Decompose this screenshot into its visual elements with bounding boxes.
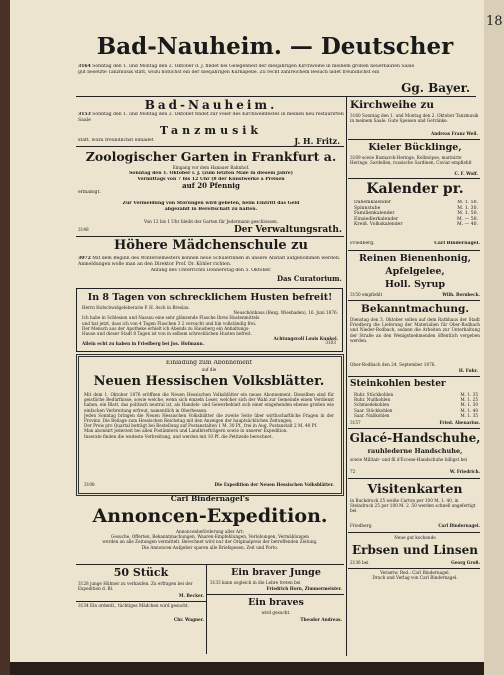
stein-price-list: [354, 392, 478, 419]
kirchweih-text: [350, 113, 480, 131]
school-body: Mit dem Beginn des Wintersemesters können neue Schülerinnen in unsere Anstalt aufgenommen werden. Anmeldungen wolle man an den Direktor Prof. Dr. Köhler richten.: [78, 256, 341, 267]
book-spine: [0, 0, 10, 675]
imprint: [350, 570, 480, 582]
madchen-num: 3134: [78, 603, 89, 608]
deutscher-hof-text: [78, 64, 478, 80]
dienst-title: Ein braves: [248, 597, 304, 608]
dienst-signer: Theodor Andreas.: [300, 617, 342, 622]
kieler-title: Kieler Bücklinge,: [368, 142, 462, 153]
stein-row-name: Ruhr. Stückkohlen: [354, 392, 394, 397]
stein-row-price: M. 1. 35: [460, 412, 478, 418]
husten-line2: Neuschönhaus (Bezg. Wiesbaden), 16. Juni 1876.: [233, 310, 338, 316]
column-divider: [206, 564, 207, 654]
kalender-price-list: [354, 200, 478, 240]
volksblaetter-num: 3108: [84, 482, 95, 487]
page-bottom-shadow: [10, 662, 484, 675]
kirchweih-title: Kirchweihe zu: [350, 99, 434, 111]
junge-signer: Friedrich Horn, Zimmermeister.: [266, 586, 342, 591]
husten-line7: Achtungsvoll Louis Kunkel.: [273, 336, 338, 342]
bekannt-title: Bekanntmachung.: [361, 303, 469, 315]
kalender-row-name: Familienkalender: [354, 211, 395, 217]
kalender-row-name: Kreiß. Volkskalender: [354, 222, 403, 228]
husten-line3: Ich habe in Schlesien und Nassau eine sehr glänzende Flasche Ihres Hustenmittels: [82, 315, 260, 321]
zoo-line7: Von 12 bis 1 Uhr bleibt der Garten für Jedermann geschlossen.: [143, 219, 279, 224]
honig-text: empfiehlt: [362, 292, 383, 297]
bn-tanz-headline: Tanzmusik: [159, 124, 263, 137]
stueck-text: [78, 581, 204, 593]
volksblaetter-p3: Der Preis pro Quartal beträgt bei Bestellung auf Postanstalten 1 M. 30 Pf., frei in Aug. Postanstalt 2 M. 40 Pf.: [84, 423, 318, 429]
stein-row-price: M. 1. 40: [460, 407, 478, 413]
husten-num: 3103: [325, 340, 336, 345]
visit-footer: [350, 523, 480, 530]
glace-footer: [350, 469, 480, 476]
bn-tanz-tail: statt, wozu freundlichst einladet: [78, 138, 154, 143]
divider: [348, 139, 480, 140]
visit-text: in Buchdruck 25 weiße Carton per 100 M. 1. 40, in Steindruck 25 per 100 M. 2. 50 werden schnell angefertigt bei: [350, 498, 476, 514]
zoo-sub: Eingang vor dem Hanauer Bahnhof.: [172, 165, 250, 170]
madchen-text: [78, 603, 204, 617]
kieler-body: sowie Bismarck-Heringe, Rollmöpse, marinirte Heringe, Sardellen, russische Sardinen, Caviar empfiehlt: [350, 155, 472, 166]
husten-line5: Der Mensch aus der Apotheke erhielt ich Abends zu Hausberg ein Anhaltungs-: [82, 325, 250, 331]
kalender-row-price: M. — 40.: [457, 222, 478, 228]
junge-num: 3133: [210, 580, 221, 585]
kalender-place: Friedberg.: [350, 241, 375, 246]
kieler-num: 3169: [350, 155, 361, 160]
stein-row-price: M. 1. 30: [460, 402, 478, 408]
school-text: [78, 256, 344, 268]
stein-title: Steinkohlen bester: [350, 379, 446, 389]
bn-tanz-title: Bad-Nauheim.: [144, 98, 278, 112]
visit-place: Friedberg.: [350, 523, 373, 528]
divider: [76, 564, 344, 565]
stueck-signer: M. Becker.: [178, 593, 204, 598]
volksblaetter-auf: auf die: [201, 367, 217, 372]
kalender-row-name: Dahemkalender: [354, 200, 391, 205]
kirchweih-num: 3160: [350, 113, 361, 118]
school-title: Höhere Mädchenschule zu: [113, 238, 309, 253]
stein-num: 3157: [350, 420, 361, 425]
volksblaetter-p5: Inserate finden die weiteste Verbreitung, und werden mit 10 Pf. die Petitzeile berechnet.: [84, 433, 273, 439]
school-num: 3072: [78, 256, 91, 261]
husten-title: In 8 Tagen von schrecklichem Husten befreit!: [87, 292, 333, 303]
kalender-row-price: M. 1. 50.: [457, 211, 478, 217]
zoo-line6: abgezählt in Bereitschaft zu halten.: [164, 206, 258, 212]
honig-title1: Reinen Bienenhonig,: [359, 253, 471, 264]
volksblaetter-title: Neuen Hessischen Volksblätter.: [93, 374, 325, 389]
erbsen-num: 2136: [350, 560, 361, 565]
kieler-text: [350, 155, 480, 172]
zoo-line3: auf 20 Pfennig: [182, 182, 240, 191]
honig-footer: [350, 292, 480, 299]
volksblaetter-body: [84, 392, 334, 482]
volksblaetter-intro: Einladung zum Abonnement: [165, 360, 253, 366]
madchen-signer: Chr. Wagner.: [173, 617, 204, 622]
zoo-body: [78, 171, 344, 201]
stein-row-name: Saar. Stückkohlen: [354, 407, 393, 413]
junge-title: Ein braver Junge: [231, 567, 321, 578]
stein-signer: Fried. Abenarius.: [439, 420, 480, 425]
divider: [348, 532, 480, 533]
stein-row-name: Ruhr. Nußkohlen: [354, 397, 391, 403]
stein-row-price: M. 1. 25: [460, 397, 478, 403]
divider: [348, 250, 480, 251]
divider: [348, 376, 480, 377]
bn-tanz-signer: J. H. Fritz.: [294, 136, 340, 146]
divider: [76, 96, 476, 97]
bn-tanz-body: Sonntag den 1. und Montag den 2. Oktober findet zur Feier des Kirchweihfestes in meinen neu restaurirten Saale: [78, 112, 344, 123]
kalender-title: Kalender pr.: [366, 181, 464, 197]
husten-line8: Allein echt zu haben in Friedberg bei Jos. Hofmann.: [82, 341, 205, 347]
newspaper-leaf: [10, 0, 484, 662]
kalender-row-name: Einsiedlerkalender: [354, 216, 399, 222]
zoo-title: Zoologischer Garten in Frankfurt a.: [85, 149, 337, 164]
deutscher-hof-num: 3164: [78, 64, 91, 69]
kalender-signer: Carl Bindernagel.: [434, 241, 480, 246]
imprint-line2: Druck und Verlag von Carl Bindernagel.: [372, 575, 458, 581]
adjacent-page-number: 18: [486, 14, 503, 29]
bekannt-signer: H. Fuhr.: [458, 368, 478, 373]
annonce-line1: Annoncenbeförderung aller Art:: [175, 529, 245, 534]
bn-tanz-text: [78, 112, 344, 124]
visit-title: Visitenkarten: [367, 481, 463, 496]
volksblaetter-p1: Mit dem 1. Oktober 1876 eröffnen die Neuen Hessischen Volksblätter ein neues Abonnement. Dieselben sind für geistliche Bedürfnisse, sowie welche, wenn sich einzeln Leser, welcher sich der Wahl zur Gemeinde einen Verdienst haben, ein Blatt, das politisch neutral ist, als Handels- und Gewerbeblatt sich einer eingehenden ebenso großen wie einfachen Verbreitung erfreut, namentlich in Oberhessen.: [84, 392, 334, 413]
annonce-line3: werden an alle Zeitungen vermittelt. Berechnet wird nur der Originalpreis der betreffenden Zeitung.: [102, 539, 318, 545]
glace-title: Glacé-Handschuhe,: [349, 431, 481, 445]
annonce-title: Annoncen-Expedition.: [92, 505, 328, 527]
dienst-text: wird gesucht.: [261, 610, 291, 615]
stueck-title: 50 Stück: [113, 566, 169, 579]
kieler-signer: C. F. Wolf.: [454, 171, 478, 176]
glace-text: sowie Militair- und fil d'Ecosse-Handschuhe billigst bei: [350, 457, 468, 462]
stueck-num: 3128: [78, 581, 89, 586]
honig-titles: [350, 252, 480, 292]
annonce-pre: Carl Bindernagel's: [170, 494, 250, 503]
kalender-row-price: M. 1. 50.: [457, 200, 478, 205]
kalender-row-price: M. — 50.: [457, 216, 478, 222]
kalender-row: [354, 222, 478, 228]
honig-title2: Apfelgelee,: [385, 266, 445, 277]
zoo-notice: [78, 201, 344, 219]
kalender-footer: [350, 241, 480, 249]
honig-signer: Wilh. Bernbeck.: [442, 292, 480, 297]
erbsen-footer: [350, 560, 480, 567]
kalender-row-price: M. 1. 30.: [457, 205, 478, 211]
divider: [348, 300, 480, 301]
annonce-line2: Gesuche, Offerten, Bekanntmachungen, Waaren-Empfehlungen, Verlobungen, Vermählungen: [111, 534, 309, 540]
divider: [348, 568, 480, 569]
erbsen-signer: Georg Groß.: [451, 560, 480, 565]
bn-tanz-num: 3153: [78, 112, 91, 117]
deutscher-hof-text2: gut besetzte Tanzmusik statt, wozu höflichst ein der diesjährigen Kurkapelle. Zu recht zahlreichem Besuch ladet freundlichst ein: [78, 69, 380, 75]
erbsen-pre: Neue gut kochende: [394, 535, 436, 540]
volksblaetter-signer: Die Expedition der Neuen Hessischen Volksblätter.: [214, 482, 334, 487]
deutscher-hof-signer: Gg. Bayer.: [401, 81, 470, 95]
erbsen-title: Erbsen und Linsen: [351, 543, 478, 557]
volksblaetter-p4: Man abonnirt jederzeit bei allen Postämtern und Landbriefträgern sowie in unserer Expedition.: [84, 428, 288, 434]
madchen-body: Ein ordentl., tüchtiges Mädchen wird gesucht.: [90, 603, 189, 608]
husten-line1: Herrn Hofschwidgeleberarie P. H. Asch in Breslau.: [82, 305, 190, 310]
imprint-line1: Verantw. Red.: Carl Bindernagel.: [380, 570, 450, 575]
school-signer: Das Curatorium.: [276, 274, 342, 283]
honig-num: 3150: [350, 292, 361, 297]
stein-row-name: Saar. Nußkohlen: [354, 412, 390, 418]
erbsen-text: bei: [362, 560, 369, 565]
zoo-num: 3148: [78, 227, 89, 232]
volksblaetter-p2: Jeden Sonntag bringen die Neuen Hessischen Volksblätter die zweite Seite über wirthschaftliche Fragen in der Provinz. Die Beilage zum Hessischen Reichstag mit den Anzeigen der hauptsächlichen Zeitungen,: [84, 412, 334, 424]
deutscher-hof-title: Bad-Nauheim. — Deutscher: [96, 33, 454, 60]
kirchweih-body: Sonntag den 1. und Montag den 2. Oktober Tanzmusik in meinem Saale. Gute Speisen und Getränke.: [350, 113, 479, 124]
visit-signer: Carl Bindernagel.: [438, 523, 480, 528]
kalender-row-name: Spinnstube: [354, 205, 381, 211]
stein-footer: [350, 420, 480, 427]
glace-signer: W. Friedrich.: [449, 469, 480, 474]
stein-row-price: M. 1. 35: [460, 392, 478, 397]
bekannt-place: Ober-Rodbach den 24. September 1876.: [350, 362, 436, 367]
zoo-line4: ermäßigt.: [78, 190, 101, 196]
annonce-line4: Die Annoncen-Aufgeber sparen alle Briefspesen, Zeit und Porto.: [141, 544, 279, 550]
husten-line4: und hat jetzt, dass ich von 4 Tagen Flaschen 3 2 versucht und bin vollständig frei.: [82, 320, 257, 326]
glace-sub: rauhlederne Handschuhe,: [367, 447, 463, 455]
divider: [348, 478, 480, 479]
junge-body: kann sogleich in die Lehre treten bei: [222, 580, 301, 585]
honig-title3: Holl. Syrup: [384, 279, 446, 290]
glace-num: 72: [350, 469, 356, 474]
zoo-line1: Sonntag den 1. Oktober l. J. (zum letzten Male in diesem Jahre): [129, 171, 293, 176]
kirchweih-signer: Andreas Franz Weil.: [431, 131, 478, 136]
zoo-line5: Zur Vermeidung von Störungen wird gebeten, beim Eintritt das Geld: [122, 201, 300, 206]
zoo-signer: Der Verwaltungsrath.: [233, 225, 342, 235]
adjacent-page-edge: [484, 0, 504, 675]
annonce-body: [78, 529, 342, 561]
divider: [76, 601, 206, 602]
stein-row: [354, 413, 478, 418]
stein-row-name: Schmiedekohlen: [354, 402, 390, 408]
school-text2: Anfang des Unterrichts Donnerstag den 5. Oktober.: [150, 268, 272, 273]
divider: [76, 146, 344, 147]
divider: [348, 178, 480, 179]
deutscher-hof-text1: Sonntag den 1. und Montag den 2. Oktober d. J. findet bei Gelegenheit der diesjährigen Kirchweihe in meinem großen neuerbauten Saale: [92, 64, 415, 69]
column-separator: [346, 96, 347, 656]
zoo-line2: Vormittags von 7 bis 12 Uhr (8 der Kunstwerke a Preisen: [137, 176, 285, 182]
stueck-body: junge Hühner zu verkaufen. Zu erfragen bei der Expedition d. Bl.: [78, 581, 193, 592]
divider: [206, 594, 344, 595]
bekannt-text: Dienstag den 3. Oktober sollen auf dem Rathhaus der Stadt Friedberg die Lieferung der Materialien für Ober-Rodbach und Nieder-Rodbach, sodann die Arbeiten zur Unterhaltung der Straße an den Wenigstnehmenden öffentlich vergeben werden.: [350, 317, 480, 343]
divider: [348, 428, 480, 429]
husten-line6: Hause und dieser Stadt 8 Tagen ist von in selbem schrecklichen Husten befreit.: [82, 331, 252, 337]
